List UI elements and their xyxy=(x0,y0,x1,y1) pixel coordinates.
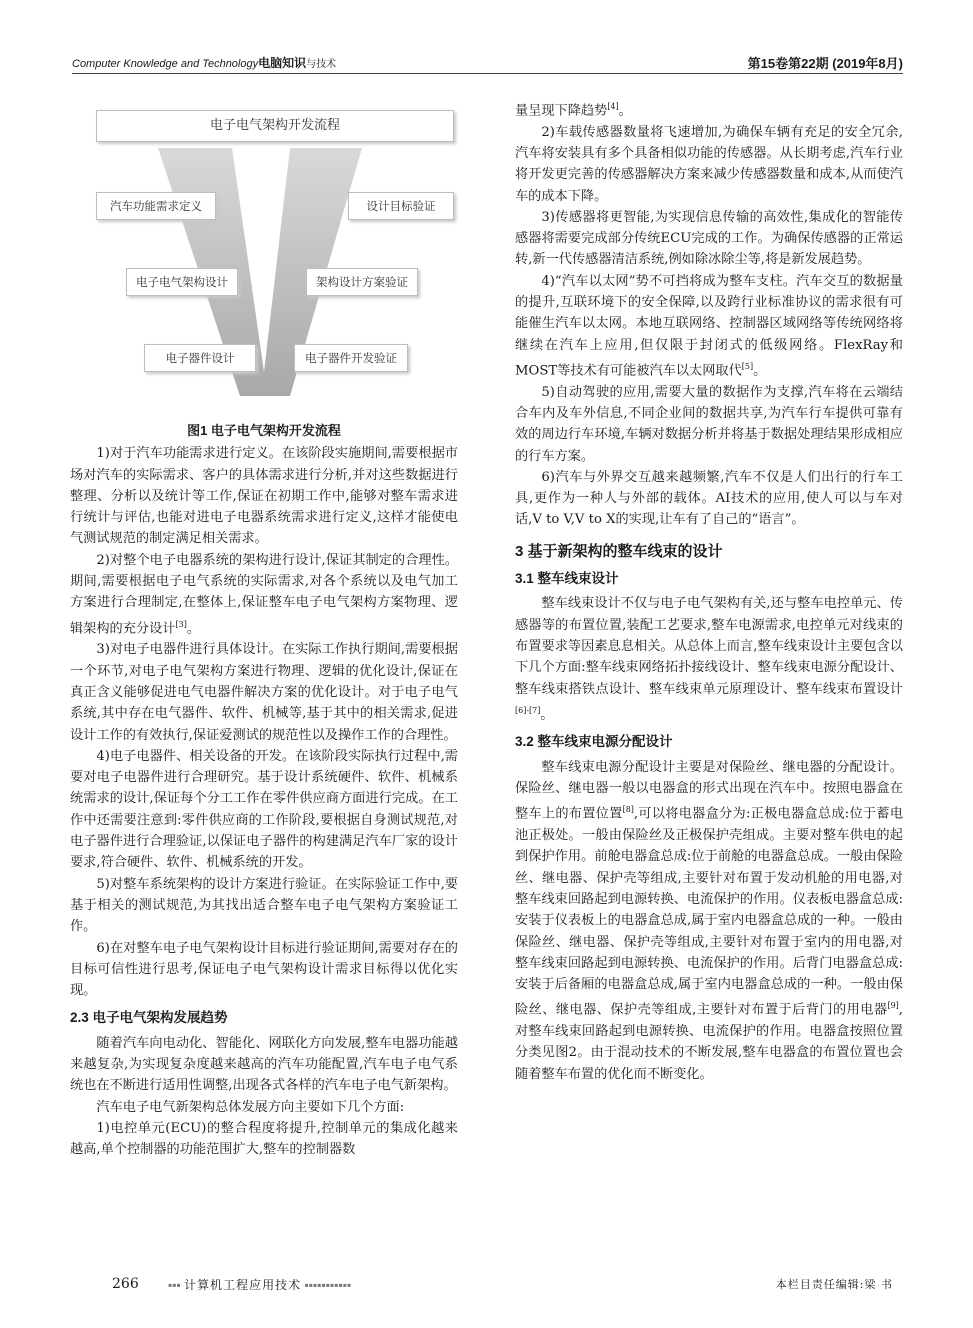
paragraph: 整车线束设计不仅与电子电气架构有关,还与整车电控单元、传感器等的布置位置,装配工艺要求,整车电源需求,电控单元对线束的布置要求等因素息息相关。从总体上而言,整车线束设计主要包含以下几个方面:整车线束网络拓扑接线设计、整车线束电源分配设计、整车线束搭铁点设计、整车线束单元原理设计、整车线束布置设计[6]-[7]。 xyxy=(515,596,903,723)
dots-decoration: ▪▪▪▪▪▪▪▪▪▪▪ xyxy=(301,1278,352,1292)
section-heading-2-3: 2.3 电子电气架构发展趋势 xyxy=(70,1010,228,1026)
citation: [3] xyxy=(175,619,187,629)
left-column xyxy=(70,96,458,1160)
paragraph: 1)对于汽车功能需求进行定义。在该阶段实施期间,需要根据市场对汽车的实际需求、客户的具体需求进行分析,并对这些数据进行整理、分析以及统计等工作,保证在初期工作中,能够对整车需求进行统计与评估,也能对进电子电器系统需求进行定义,这样才能使电气测试规范的制定满足相关需求。 xyxy=(70,446,458,547)
paragraph: 3)传感器将更智能,为实现信息传输的高效性,集成化的智能传感器将需要完成部分传统ECU完成的工作。为确保传感器的正常运转,新一代传感器清洁系统,例如除冰除尘等,将是新发展趋势。 xyxy=(515,209,903,268)
paragraph: 6)汽车与外界交互越来越频繁,汽车不仅是人们出行的行车工具,更作为一种人与外部的载体。AI技术的应用,使人可以与车对话,V to V,V to X的实现,让车有了自己的“语言”。 xyxy=(515,469,903,528)
citation: [6]-[7] xyxy=(515,705,541,715)
issue-info: 第15卷第22期 (2019年8月) xyxy=(747,56,903,71)
v-shape-graphic xyxy=(80,96,468,414)
footer-editor: 本栏目责任编辑:梁 书 xyxy=(775,1278,893,1291)
paragraph: 2)车载传感器数量将飞速增加,为确保车辆有充足的安全冗余,汽车将安装具有多个具备相似功能的传感器。从长期考虑,汽车行业将开发更完善的传感器解决方案来减少传感器数量和成本,从而使汽车的成本下降。 xyxy=(515,124,903,204)
paragraph: 4)电子电器件、相关设备的开发。在该阶段实际执行过程中,需要对电子电器件进行合理研究。基于设计系统硬件、软件、机械系统需求的设计,保证每个分工工作在零件供应商方面进行完成。在工作中还需要注意到:零件供应商的工作阶段,要根据自身测试规范,对电子器件进行合理验证,以保证电子器件的构建满足汽车厂家的设计要求,符合硬件、软件、机械系统的开发。 xyxy=(70,748,458,871)
header-rule xyxy=(72,73,903,74)
paragraph: 2)对整个电子电器系统的架构进行设计,保证其制定的合理性。期间,需要根据电子电气系统的实际需求,对各个系统以及电气加工方案进行合理制定,在整体上,保证整车电子电气架构方案物理、逻辑架构的充分设计[3]。 xyxy=(70,552,458,637)
right-box-1: 设计目标验证 xyxy=(348,192,454,220)
paragraph: 量呈现下降趋势[4]。 xyxy=(515,102,632,119)
top-title-box: 电子电气架构开发流程 xyxy=(96,110,454,142)
footer-journal xyxy=(168,1276,351,1293)
citation: [5] xyxy=(741,361,754,371)
paragraph: 5)对整车系统架构的设计方案进行验证。在实际验证工作中,要基于相关的测试规范,为其找出适合整车电子电气架构方案验证工作。 xyxy=(70,876,458,935)
paragraph: 1)电控单元(ECU)的整合程度将提升,控制单元的集成化越来越高,单个控制器的功能范围扩大,整车的控制器数 xyxy=(70,1120,458,1158)
left-box-2: 电子电气架构设计 xyxy=(126,268,238,296)
paragraph: 4)“汽车以太网”势不可挡将成为整车支柱。汽车交互的数据量的提升,互联环境下的安全保障,以及跨行业标准协议的需求很有可能催生汽车以太网。本地互联网络、控制器区域网络等传统网络将继续在汽车上应用,但仅限于封闭式的低级网络。FlexRay和MOST等技术有可能被汽车以太网取代[5]。 xyxy=(515,273,903,379)
left-box-3: 电子器件设计 xyxy=(144,344,256,372)
citation: [8] xyxy=(622,805,634,815)
paragraph: 随着汽车向电动化、智能化、网联化方向发展,整车电器功能越来越复杂,为实现复杂度越来越高的汽车功能配置,汽车电子电气系统也在不断进行适用性调整,出现各式各样的汽车电子电气新架构。 xyxy=(70,1035,458,1094)
right-box-2: 架构设计方案验证 xyxy=(306,268,418,296)
paragraph: 汽车电子电气新架构总体发展方向主要如下几个方面: xyxy=(96,1099,405,1115)
section-heading-3-1: 3.1 整车线束设计 xyxy=(515,571,619,587)
paragraph: 6)在对整车电子电气架构设计目标进行验证期间,需要对存在的目标可信性进行思考,保证电子电气架构设计需求目标得以优化实现。 xyxy=(70,940,458,999)
right-column xyxy=(515,96,903,1085)
dots-decoration: ▪▪▪ xyxy=(168,1278,185,1292)
paragraph: 3)对电子电器件进行具体设计。在实际工作执行期间,需要根据一个环节,对电子电气架构方案进行物理、逻辑的优化设计,保证在真正含义能够促进电气电器件解决方案的优化设计。对于电子电气系统,其中存在电气器件、软件、机械等,基于其中的相关需求,促进设计工作的有效执行,保证爱测试的规范性以及操作工作的合理性。 xyxy=(70,642,458,743)
paragraph: 整车线束电源分配设计主要是对保险丝、继电器的分配设计。保险丝、继电器一般以电器盒的形式出现在汽车中。按照电器盒在整车上的布置位置[8],可以将电器盒分为:正极电器盒总成:位于蓄电池正极处。一般由保险丝及正极保护壳组成。主要对整车供电的起到保护作用。前舱电器盒总成:位于前舱的电器盒总成。一般由保险丝、继电器、保护壳等组成,主要针对布置于发动机舱的用电器,对整车线束回路起到电源转换、电流保护的作用。仪表板电器盒总成:安装于仪表板上的电器盒总成,属于室内电器盒总成的一种。一般由保险丝、继电器、保护壳等组成,主要针对布置于室内的用电器,对整车线束回路起到电源转换、电流保护的作用。后背门电器盒总成:安装于后备厢的电器盒总成,属于室内电器盒总成的一种。一般由保险丝、继电器、保护壳等组成,主要针对布置于后背门的用电器[9],对整车线束回路起到电源转换、电流保护的作用。电器盒按照位置分类见图2。由于混动技术的不断发展,整车电器盒的布置位置也会随着整车布置的优化而不断变化。 xyxy=(515,759,904,1082)
section-heading-3-2: 3.2 整车线束电源分配设计 xyxy=(515,734,673,750)
figure-caption: 图1 电子电气架构开发流程 xyxy=(187,423,341,438)
journal-name-en: Computer Knowledge and Technology xyxy=(72,58,259,70)
page-number: 266 xyxy=(112,1276,139,1292)
journal-header xyxy=(72,54,336,71)
left-box-1: 汽车功能需求定义 xyxy=(96,192,216,220)
citation: [4] xyxy=(607,102,619,111)
journal-name-cn: 电脑知识 xyxy=(258,56,307,70)
paragraph: 5)自动驾驶的应用,需要大量的数据作为支撑,汽车将在云端结合车内及车外信息,不同企业间的数据共享,为汽车行车提供可靠有效的周边行车环境,车辆对数据分析并将基于数据处理结果形成相应的行车方案。 xyxy=(515,384,903,464)
figure-1 xyxy=(80,96,468,414)
journal-name-suffix: 与技术 xyxy=(306,59,337,70)
footer-journal-name: 计算机工程应用技术 xyxy=(184,1278,302,1292)
section-heading-3: 3 基于新架构的整车线束的设计 xyxy=(515,542,723,560)
right-box-3: 电子器件开发验证 xyxy=(294,344,408,372)
citation: [9] xyxy=(887,1001,899,1011)
